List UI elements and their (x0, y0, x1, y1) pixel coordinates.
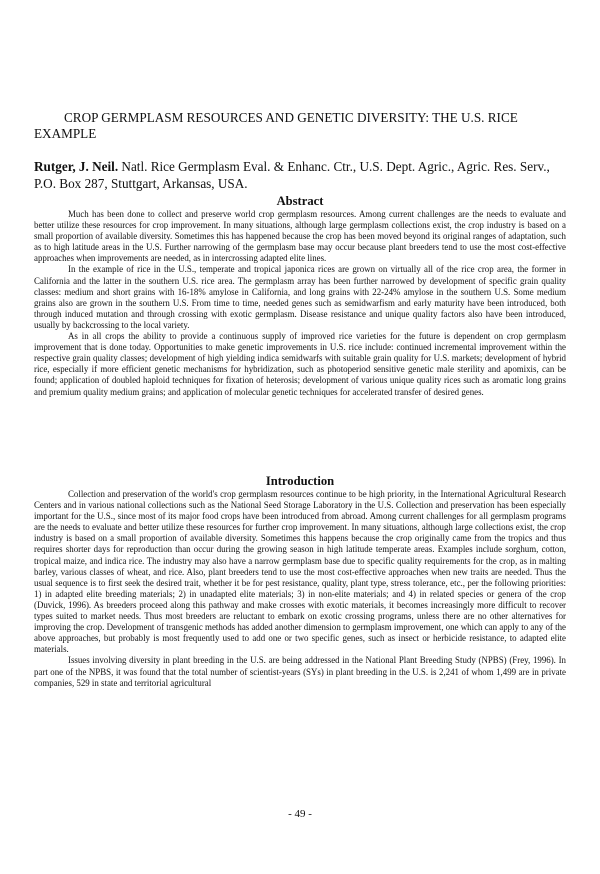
author-name: Rutger, J. Neil. (34, 159, 119, 174)
introduction-body (34, 489, 566, 689)
page-number: - 49 - (288, 808, 312, 820)
introduction-paragraph: Collection and preservation of the world's crop germplasm resources continue to be high priority, in the International Agricultural Research Centers and in various national collections such as the National Seed Storage Laboratory in the U.S. Collection and preservation has been especially important for the U.S., since most of its major food crops have been introduced from abroad. Among current challenges for all germplasm programs are the needs to evaluate and better utilize these resources for further crop improvement. In many situations, although large collections exist, the crop industry is based on a small proportion of available diversity. Sometimes this happens because the crop originally came from the tropics and thus requires shorter days for reproduction than occur during the growing season in high latitude temperate areas. Examples include sorghum, cotton, tropical maize, and indica rice. The industry may also have a narrow germplasm base due to specific quality requirements for the crop, as in malting barley, various classes of wheat, and rice. Also, plant breeders tend to use the most cost-effective approaches when new traits are needed. Thus the usual sequence is to first seek the desired trait, whether it be for pest resistance, quality, plant type, stress tolerance, etc., per the following priorities: 1) in adapted elite breeding materials; 2) in unadapted elite materials; 3) in non-elite materials; and 4) in related species or genera of the crop (Duvick, 1996). As breeders proceed along this pathway and make crosses with exotic materials, it becomes increasingly more difficult to recover types suited to market needs. Thus most breeders are reluctant to embark on exotic crossing programs, unless there are no other alternatives for improving the crop. Development of transgenic methods has added another dimension to germplasm improvement, one which can apply to any of the above approaches, but probably is most frequently used to add one or two specific genes, such as insect or herbicide resistance, to adapted elite materials. (34, 489, 566, 655)
abstract-body (34, 209, 566, 398)
abstract-paragraph: Much has been done to collect and preserve world crop germplasm resources. Among current challenges are the needs to evaluate and better utilize these resources for crop improvement. In many situations, although large germplasm collections exist, the crop industry is based on a small proportion of available diversity. Sometimes this has happened because the crop has been moved beyond its original ranges of adaptation, such as to high latitude areas in the U.S. Further narrowing of the germplasm base may occur because plant breeders tend to use the most cost-effective approaches when improvements are needed, as in intercrossing adapted elite lines. (34, 209, 566, 264)
paper-title: CROP GERMPLASM RESOURCES AND GENETIC DIVERSITY: THE U.S. RICE EXAMPLE (34, 110, 518, 141)
introduction-paragraph: Issues involving diversity in plant breeding in the U.S. are being addressed in the National Plant Breeding Study (NPBS) (Frey, 1996). In part one of the NPBS, it was found that the total number of scientist-years (SYs) in plant breeding in the U.S. is 2,241 of whom 1,499 are in private companies, 529 in state and territorial agricultural (34, 655, 566, 688)
abstract-paragraph: As in all crops the ability to provide a continuous supply of improved rice varieties for the future is dependent on crop germplasm improvement that is done today. Opportunities to make genetic improvements in U.S. rice include: continued incremental improvement within the respective grain quality classes; development of high yielding indica semidwarfs with suitable grain quality for U.S. markets; development of hybrid rice, especially if more efficient genetic mechanisms for hybridization, such as photoperiod sensitive genetic male sterility and apomixis, can be found; application of doubled haploid techniques for fixation of heterosis; development of various unique quality rices such as aromatic long grains and premium quality medium grains; and application of molecular genetic techniques for accelerated transfer of desired genes. (34, 331, 566, 397)
abstract-paragraph: In the example of rice in the U.S., temperate and tropical japonica rices are grown on virtually all of the rice crop area, the former in California and the latter in the southern U.S. rice area. The germplasm array has been further narrowed by development of specific grain quality classes: medium and short grains with 16-18% amylose in California, and long grains with 22-24% amylose in the southern U.S. Some medium grains also are grown in the southern U.S. From time to time, needed genes such as semidwarfism and early maturity have been introduced, both through induced mutation and through crossing with exotic germplasm. Disease resistance and unique quality factors also have been introduced, usually by backcrossing to the local variety. (34, 264, 566, 330)
introduction-heading: Introduction (265, 474, 335, 488)
author-affiliation: Natl. Rice Germplasm Eval. & Enhanc. Ctr., U.S. Dept. Agric., Agric. Res. Serv., P.O. Box 287, Stuttgart, Arkansas, USA. (34, 159, 550, 191)
abstract-heading: Abstract (276, 194, 324, 208)
author-line (34, 158, 574, 192)
